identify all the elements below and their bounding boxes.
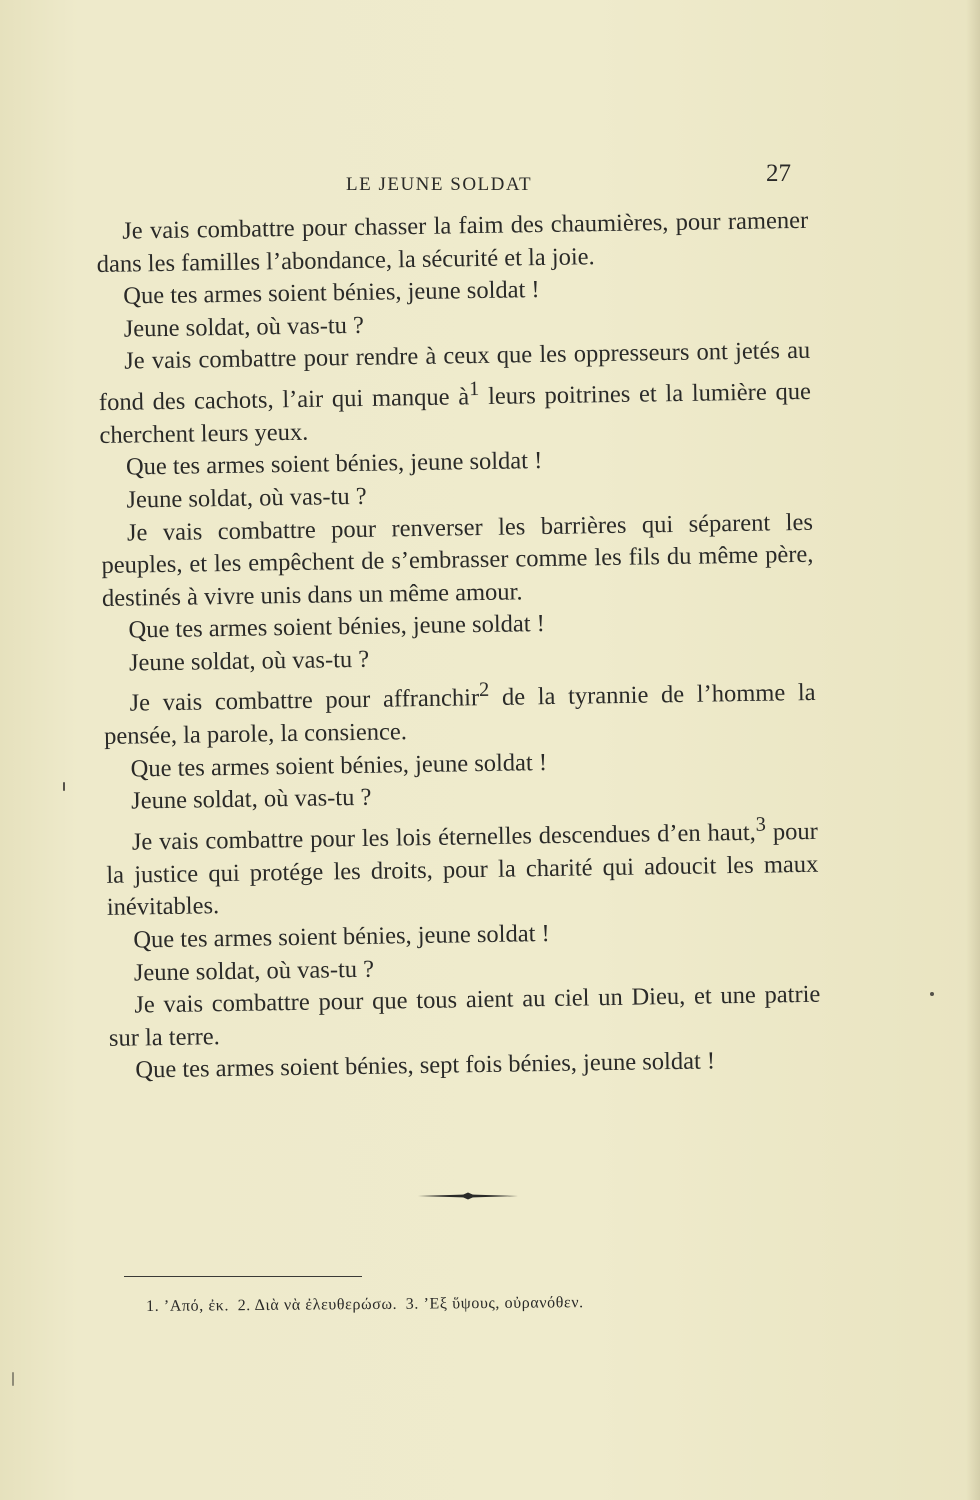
footnote: 3. ’Εξ ὕψους, οὐρανόθεν.	[405, 1294, 584, 1313]
footnote-rule	[124, 1276, 362, 1277]
paragraph: Jeune soldat, où vas-tu ?	[133, 955, 375, 987]
paragraph: Je vais combattre pour que tous aient au ciel un Dieu, et une patrie sur la terre.	[108, 980, 821, 1052]
paragraph: Que tes armes soient bénies, jeune soldat !	[130, 748, 548, 783]
footnote: 1. ’Από, ἐκ.	[146, 1297, 230, 1315]
running-head: LE JEUNE SOLDAT	[346, 174, 533, 195]
paragraph: Jeune soldat, où vas-tu ?	[130, 784, 372, 815]
body-text	[96, 205, 822, 1088]
paragraph: Jeune soldat, où vas-tu ?	[128, 645, 370, 677]
footnote: 2. Διὰ νὰ ἐλευθερώσω.	[237, 1295, 398, 1315]
footnotes	[146, 1294, 588, 1316]
paper-speck	[63, 782, 65, 791]
section-ornament	[318, 1191, 618, 1201]
paragraph: Je vais combattre pour les lois éternelles descendues d’en haut,$^3$ pour la justice qui protége les droits, pour la charité qui adoucit les maux inévitables.	[106, 813, 819, 922]
paragraph: Je vais combattre pour affranchir$^2$ de la tyrannie de l’homme la pensée, la parole, la consience.	[103, 679, 816, 751]
paragraph: Que tes armes soient bénies, jeune soldat !	[123, 276, 540, 310]
paragraph: Jeune soldat, où vas-tu ?	[123, 311, 365, 343]
paper-speck	[12, 1372, 14, 1386]
paragraph: Je vais combattre pour rendre à ceux que les oppresseurs ont jetés au fond des cachots, l’air qui manque $à^1$ leurs poitrines et la lumière que cherchent leurs yeux.	[98, 337, 812, 449]
footnote-marker: 2	[478, 679, 490, 702]
paragraph: Que tes armes soient bénies, jeune soldat !	[125, 447, 543, 481]
paragraph: Jeune soldat, où vas-tu ?	[126, 482, 367, 514]
paragraph: Je vais combattre pour renverser les barrières qui séparent les peuples, et les empêchent de s’embrasser comme les fils du même père, destinés à vivre unis dans un même amour.	[101, 508, 814, 612]
paragraph: Que tes armes soient bénies, sept fois bénies, jeune soldat !	[135, 1047, 716, 1084]
footnote-marker: 1	[468, 377, 480, 401]
paragraph: Je vais combattre pour chasser la faim des chaumières, pour ramener dans les familles l’abondance, la sécurité et la joie.	[96, 206, 809, 278]
paper-speck	[930, 992, 934, 996]
page-number: 27	[766, 160, 791, 187]
page-edge-shadow	[966, 0, 980, 1500]
footnote-marker: 3	[755, 813, 767, 836]
paragraph: Que tes armes soient bénies, jeune soldat !	[133, 919, 550, 954]
paragraph: Que tes armes soient bénies, jeune soldat !	[128, 610, 546, 644]
